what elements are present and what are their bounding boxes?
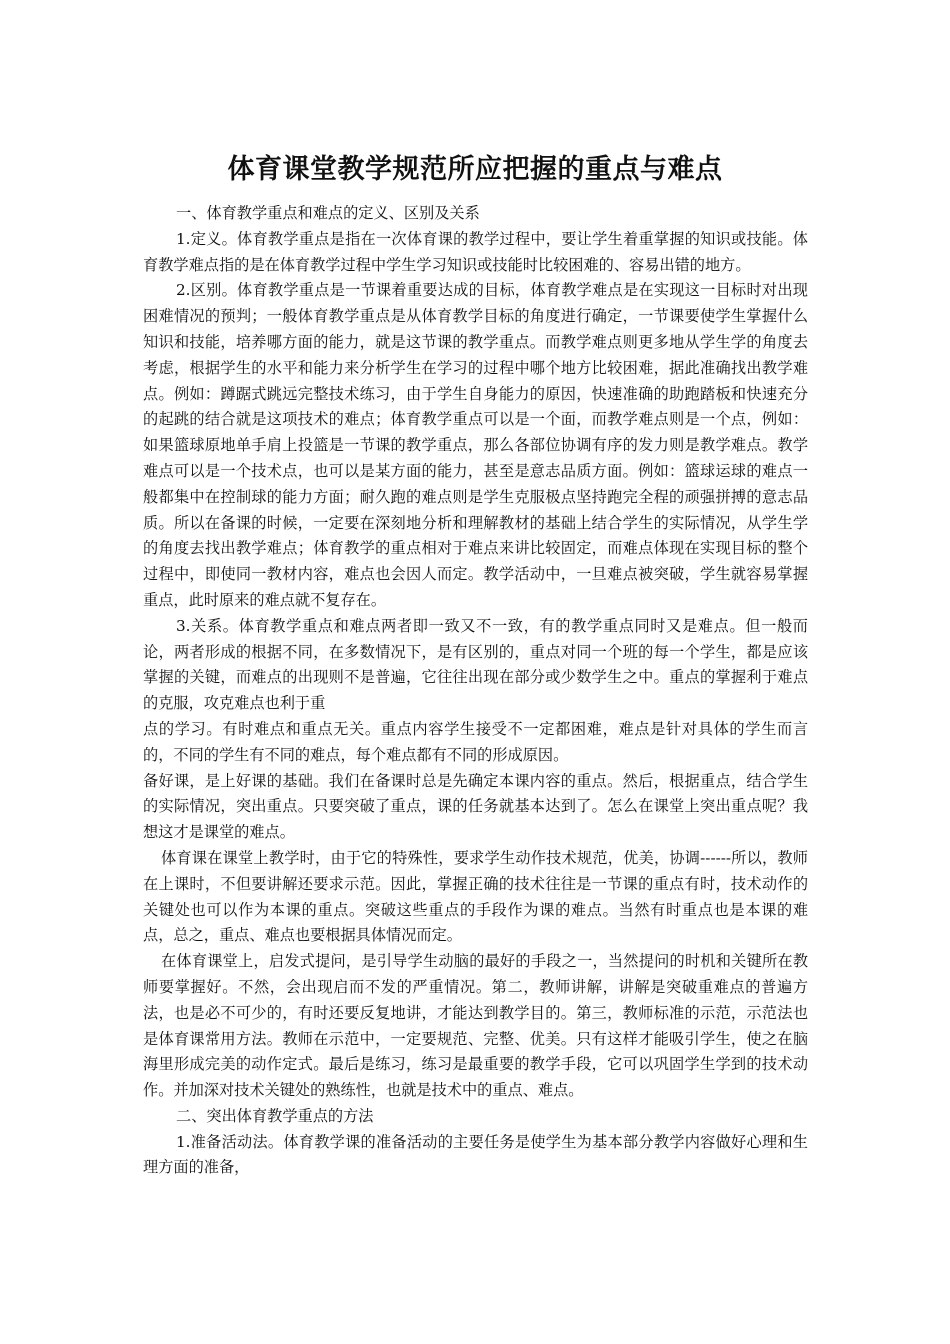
paragraph-warmup-method: 1.准备活动法。体育教学课的准备活动的主要任务是使学生为基本部分教学内容做好心理和生理方面的准备，	[143, 1132, 808, 1177]
section-heading-2: 二、突出体育教学重点的方法	[176, 1106, 374, 1125]
section-heading-1: 一、体育教学重点和难点的定义、区别及关系	[176, 204, 480, 222]
document-body	[143, 201, 808, 1181]
paragraph-relationship: 3.关系。体育教学重点和难点两者即一致又不一致，有的教学重点同时又是难点。但一般而论，两者形成的根据不同，在多数情况下，是有区别的，重点对同一个班的每一个学生，都是应该掌握的关键，而难点的出现则不是普遍，它往往出现在部分或少数学生之中。重点的掌握利于难点的克服，攻克难点也利于重	[143, 616, 808, 713]
paragraph-relationship-continued: 点的学习。有时难点和重点无关。重点内容学生接受不一定都困难，难点是针对具体的学生而言的，不同的学生有不同的难点，每个难点都有不同的形成原因。	[143, 719, 808, 764]
paragraph-difference: 2.区别。体育教学重点是一节课着重要达成的目标，体育教学难点是在实现这一目标时对出现困难情况的预判；一般体育教学重点是从体育教学目标的角度进行确定，一节课要使学生掌握什么知识和技能，培养哪方面的能力，就是这节课的教学重点。而教学难点则更多地从学生学的角度去考虑，根据学生的水平和能力来分析学生在学习的过程中哪个地方比较困难，据此准确找出教学难点。例如：蹲踞式跳远完整技术练习，由于学生自身能力的原因，快速准确的助跑踏板和快速充分的起跳的结合就是这项技术的难点；体育教学重点可以是一个面，而教学难点则是一个点，例如：如果篮球原地单手肩上投篮是一节课的教学重点，那么各部位协调有序的发力则是教学难点。教学难点可以是一个技术点，也可以是某方面的能力，甚至是意志品质方面。例如：篮球运球的难点一般都集中在控制球的能力方面；耐久跑的难点则是学生克服极点坚持跑完全程的顽强拼搏的意志品质。所以在备课的时候，一定要在深刻地分析和理解教材的基础上结合学生的实际情况，从学生学的角度去找出教学难点；体育教学的重点相对于难点来讲比较固定，而难点体现在实现目标的整个过程中，即使同一教材内容，难点也会因人而定。教学活动中，一旦难点被突破，学生就容易掌握重点，此时原来的难点就不复存在。	[143, 281, 808, 609]
paragraph-classroom-methods: 在体育课堂上，启发式提问，是引导学生动脑的最好的手段之一，当然提问的时机和关键所在教师要掌握好。不然，会出现启而不发的严重情况。第二，教师讲解，讲解是突破重难点的普遍方法，也是必不可少的，有时还要反复地讲，才能达到教学目的。第三，教师标准的示范，示范法也是体育课常用方法。教师在示范中，一定要规范、完整、优美。只有这样才能吸引学生，使之在脑海里形成完美的动作定式。最后是练习，练习是最重要的教学手段，它可以巩固学生学到的技术动作。并加深对技术关键处的熟练性，也就是技术中的重点、难点。	[143, 952, 808, 1100]
paragraph-definition: 1.定义。体育教学重点是指在一次体育课的教学过程中，要让学生着重掌握的知识或技能。体育教学难点指的是在体育教学过程中学生学习知识或技能时比较困难的、容易出错的地方。	[143, 229, 808, 274]
paragraph-pe-teaching: 体育课在课堂上教学时，由于它的特殊性，要求学生动作技术规范，优美，协调------所以，教师在上课时，不但要讲解还要求示范。因此，掌握正确的技术往往是一节课的重点有时，技术动作的关键处也可以作为本课的重点。突破这些重点的手段作为课的难点。当然有时重点也是本课的难点，总之，重点、难点也要根据具体情况而定。	[143, 848, 808, 945]
paragraph-lesson-preparation: 备好课，是上好课的基础。我们在备课时总是先确定本课内容的重点。然后，根据重点，结合学生的实际情况，突出重点。只要突破了重点，课的任务就基本达到了。怎么在课堂上突出重点呢？我想这才是课堂的难点。	[143, 771, 808, 842]
document-title: 体育课堂教学规范所应把握的重点与难点	[227, 154, 723, 186]
